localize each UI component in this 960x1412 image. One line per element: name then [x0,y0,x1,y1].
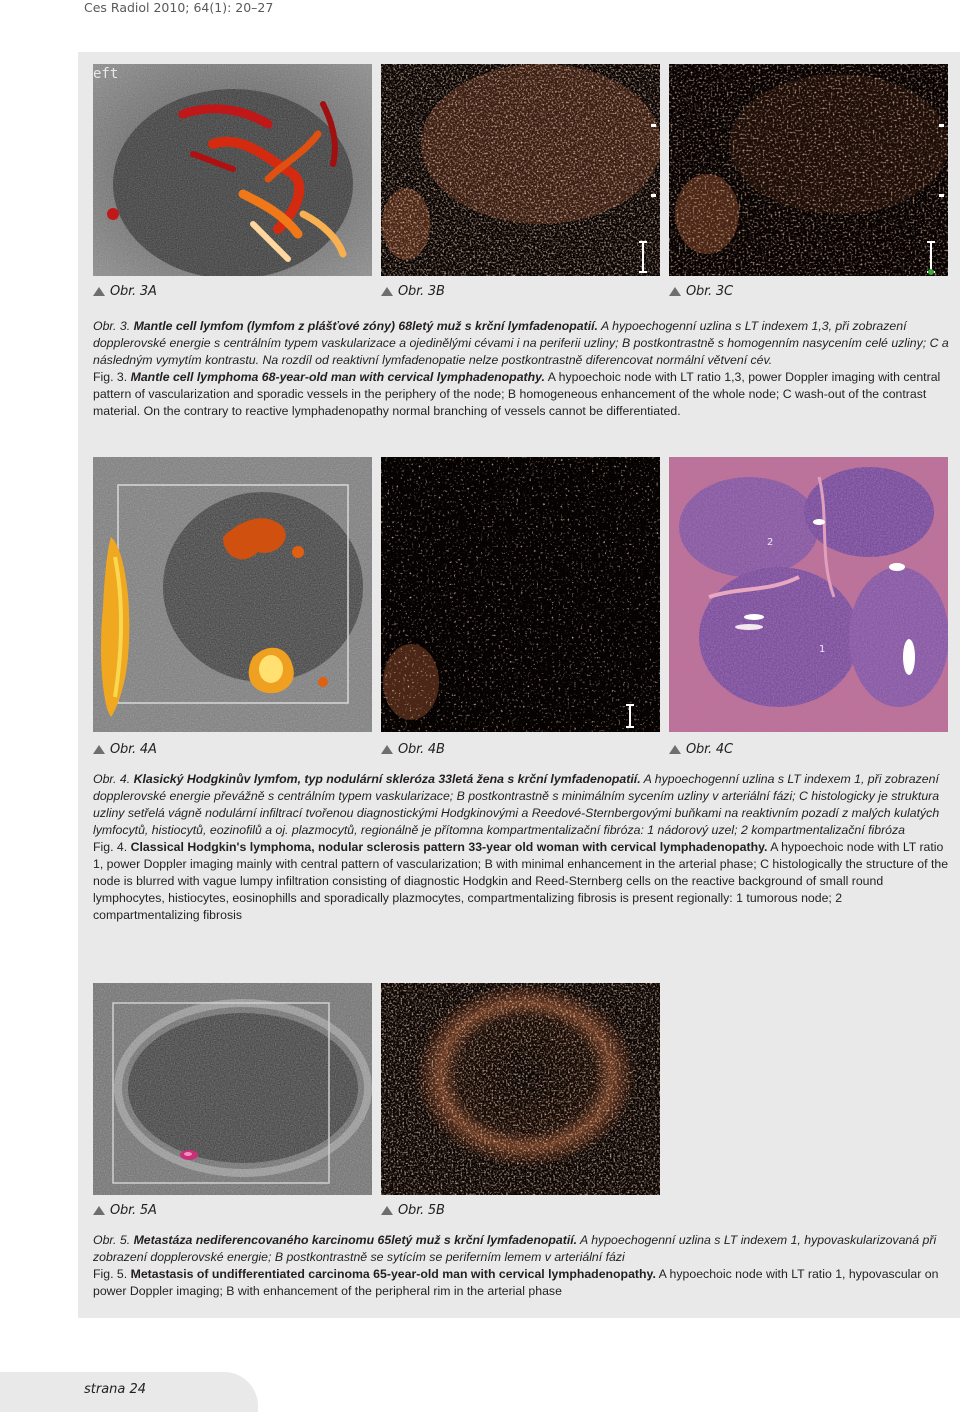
histology-mark-2: 2 [767,537,774,548]
fig4b-contrast-image [381,457,660,732]
fig5-caption-cz: Obr. 5. Metastáza nediferencovaného karcinomu 65letý muž s krční lymfadenopatií. A hypoechogenní uzlina s LT indexem 1, hypovaskularizovaná při zobrazení dopplerovské energie; B postkontrastně se sytícím se periferním lemem v arteriální fázi [93,1233,937,1264]
fig4-caption-en: Fig. 4. Classical Hodgkin's lymphoma, nodular sclerosis pattern 33-year old woman with cervical lymphadenopathy. A hypoechoic node with LT ratio 1, power Doppler imaging mainly with central pattern of vascularization; B with minimal enhancement in the arterial phase; C histologically the structure of the node is blurred with vague lumpy infiltration consisting of diagnostic Hodgkin and Reed-Sternberg cells on the reactive background of small round lymphocytes, histiocytes, eosinophills and sporadically plazmocytes, compartmentalizing fibrosis is present regionally: 1 tumorous node; 2 compartmentalizing fibrosis [93,840,949,922]
fig4-caption-cz: Obr. 4. Klasický Hodgkinův lymfom, typ nodulární skleróza 33letá žena s krční lymfadenopatií. A hypoechogenní uzlina s LT indexem 1, při zobrazení dopplerovské energie převážně s centrálním typem vaskularizace; B postkontrastně s minimálním sycením uzliny v arteriální fázi; C histologicky je struktura uzliny setřelá vágně nodulární infiltrací tvořenou diagnostickými Hodgkinovými a Reedové-Sternbergovými buňkami na reaktivním pozadí z malých kulatých lymfocytů, histiocytů, eozinofilů a oj. plazmocytů, regionálně je přítomna kompartmentalizační fibróza: 1 nádorový uzel; 2 kompartmentalizační fibróza [93,772,940,837]
fig3c-label: Obr. 3C [669,284,733,299]
fig4b-label: Obr. 4B [381,742,445,757]
page-number: strana 24 [84,1382,147,1397]
fig5-caption [93,1232,949,1300]
fig5a-doppler-image [93,983,372,1195]
fig4a-doppler-image [93,457,372,732]
triangle-icon [93,745,105,754]
fig3b-label: Obr. 3B [381,284,445,299]
fig3b-contrast-image [381,64,660,276]
fig4a-label: Obr. 4A [93,742,157,757]
fig3a-label: Obr. 3A [93,284,157,299]
triangle-icon [669,287,681,296]
fig3-caption [93,318,949,420]
eft-overlay: eft [93,66,119,82]
fig5a-label: Obr. 5A [93,1203,157,1218]
triangle-icon [93,1206,105,1215]
fig4c-histology-image [669,457,948,732]
histology-mark-1: 1 [819,644,826,655]
fig5b-label: Obr. 5B [381,1203,445,1218]
fig5b-contrast-image [381,983,660,1195]
journal-header: Ces Radiol 2010; 64(1): 20–27 [84,0,274,15]
fig5-caption-en: Fig. 5. Metastasis of undifferentiated carcinoma 65-year-old man with cervical lymphadenopathy. A hypoechoic node with LT ratio 1, hypovascular on power Doppler imaging; B with enhancement of the peripheral rim in the arterial phase [93,1267,939,1298]
fig3-caption-en: Fig. 3. Mantle cell lymphoma 68-year-old man with cervical lymphadenopathy. A hypoechoic node with LT ratio 1,3, power Doppler imaging with central pattern of vascularization and sporadic vessels in the periphery of the node; B homogeneous enhancement of the whole node; C wash-out of the contrast material. On the contrary to reactive lymphadenopathy normal branching of vessels cannot be differentiated. [93,370,941,418]
fig3-caption-cz: Obr. 3. Mantle cell lymfom (lymfom z plášťové zóny) 68letý muž s krční lymfadenopatií. A hypoechogenní uzlina s LT indexem 1,3, při zobrazení dopplerovské energie s centrálním typem vaskularizace a ojedinělými cévami i na periferii uzliny; B postkontrastně s homogenním nasycením celé uzliny; C a následným vymytím kontrastu. Na rozdíl od reaktivní lymfadenopatie nelze postkontrastně diferencovat normální větvení cév. [93,319,949,367]
triangle-icon [669,745,681,754]
fig4-caption [93,771,949,924]
triangle-icon [381,1206,393,1215]
triangle-icon [381,287,393,296]
fig4c-label: Obr. 4C [669,742,733,757]
triangle-icon [381,745,393,754]
fig3c-washout-image [669,64,948,276]
fig3a-doppler-image [93,64,372,276]
triangle-icon [93,287,105,296]
